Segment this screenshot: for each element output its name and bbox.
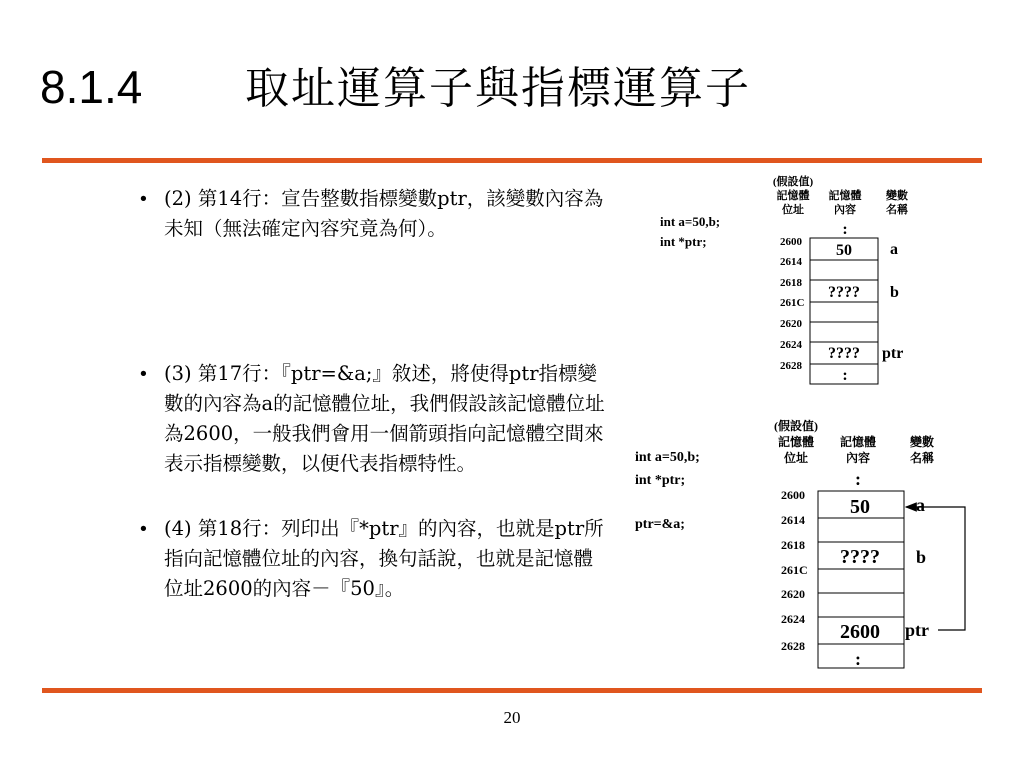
header-content-line2: 內容 bbox=[834, 204, 856, 216]
address-label: 2618 bbox=[781, 538, 805, 552]
address-label: 2624 bbox=[781, 612, 805, 626]
address-label: 2628 bbox=[781, 639, 805, 653]
ellipsis-top: : bbox=[842, 221, 848, 238]
variable-name: ptr bbox=[905, 620, 929, 640]
cell-value: ???? bbox=[828, 284, 860, 301]
bullet-item-1: • (2) 第14行：宣告整數指標變數ptr，該變數內容為未知（無法確定內容究竟為何）。 bbox=[140, 184, 610, 244]
address-label: 2620 bbox=[781, 587, 805, 601]
ellipsis-bottom: : bbox=[855, 649, 861, 669]
header-var-line1: 變數 bbox=[886, 190, 908, 202]
memory-cell bbox=[810, 260, 878, 280]
header-addr-line1: 記憶體 bbox=[777, 435, 815, 449]
code-line: int a=50,b; bbox=[660, 214, 721, 229]
address-label: 2614 bbox=[781, 513, 805, 527]
address-label: 2618 bbox=[780, 277, 802, 289]
bullet-item-2: • (3) 第17行：『ptr=&a;』敘述，將使得ptr指標變數的內容為a的記憶體位址，我們假設該記憶體位址為2600，一般我們會用一個箭頭指向記憶體空間來表示指標變數，以便代表指標特性。 bbox=[140, 359, 610, 479]
variable-name: b bbox=[916, 547, 927, 567]
address-label: 261C bbox=[780, 297, 805, 309]
bullet-item-3: • (4) 第18行：列印出『*ptr』的內容，也就是ptr所指向記憶體位址的內容，換句話說，也就是記憶體位址2600的內容－『50』。 bbox=[140, 514, 610, 604]
cell-value: ???? bbox=[828, 345, 860, 362]
address-label: 2600 bbox=[780, 236, 802, 248]
variable-name: a bbox=[916, 495, 925, 515]
address-label: 2600 bbox=[781, 488, 805, 502]
memory-cell bbox=[810, 322, 878, 342]
ellipsis-top: : bbox=[855, 469, 861, 489]
memory-cell bbox=[818, 644, 904, 668]
memory-cell bbox=[818, 569, 904, 593]
address-label: 2620 bbox=[780, 318, 802, 330]
section-title: 取址運算子與指標運算子 bbox=[245, 63, 751, 114]
address-label: 2628 bbox=[780, 360, 802, 372]
header-var-line1: 變數 bbox=[909, 435, 935, 449]
section-number: 8.1.4 bbox=[40, 61, 143, 113]
header-content-line1: 記憶體 bbox=[828, 190, 862, 202]
bottom-divider bbox=[42, 688, 982, 693]
memory-cell bbox=[810, 302, 878, 322]
pointer-arrow bbox=[906, 507, 965, 630]
assumed-label: (假設值) bbox=[774, 419, 818, 433]
header-content-line2: 內容 bbox=[845, 451, 871, 465]
variable-name: a bbox=[890, 241, 898, 258]
header-content-line1: 記憶體 bbox=[839, 435, 877, 449]
memory-diagram-after bbox=[635, 418, 965, 669]
variable-name: b bbox=[890, 284, 899, 301]
address-label: 261C bbox=[781, 563, 808, 577]
code-line: int *ptr; bbox=[635, 473, 686, 488]
address-label: 2624 bbox=[780, 339, 802, 351]
memory-diagram-before bbox=[660, 174, 908, 384]
header-addr-line2: 位址 bbox=[782, 204, 804, 216]
code-line: ptr=&a; bbox=[635, 517, 685, 532]
assumed-label: (假設值) bbox=[772, 176, 814, 188]
address-label: 2614 bbox=[780, 256, 802, 268]
header-var-line2: 名稱 bbox=[886, 204, 908, 216]
page-number: 20 bbox=[503, 708, 521, 727]
cell-value: ???? bbox=[840, 546, 880, 568]
code-line: int a=50,b; bbox=[635, 450, 700, 465]
header-addr-line2: 位址 bbox=[783, 451, 809, 465]
variable-name: ptr bbox=[882, 345, 904, 362]
memory-cell bbox=[818, 593, 904, 617]
memory-cells bbox=[810, 238, 878, 384]
memory-cell bbox=[818, 518, 904, 542]
cell-value: 2600 bbox=[840, 621, 880, 643]
header-addr-line1: 記憶體 bbox=[776, 190, 810, 202]
cell-value: 50 bbox=[836, 242, 852, 259]
cell-value: 50 bbox=[850, 496, 870, 518]
code-line: int *ptr; bbox=[660, 234, 707, 249]
header-var-line2: 名稱 bbox=[909, 451, 935, 465]
ellipsis-bottom: : bbox=[842, 367, 848, 384]
